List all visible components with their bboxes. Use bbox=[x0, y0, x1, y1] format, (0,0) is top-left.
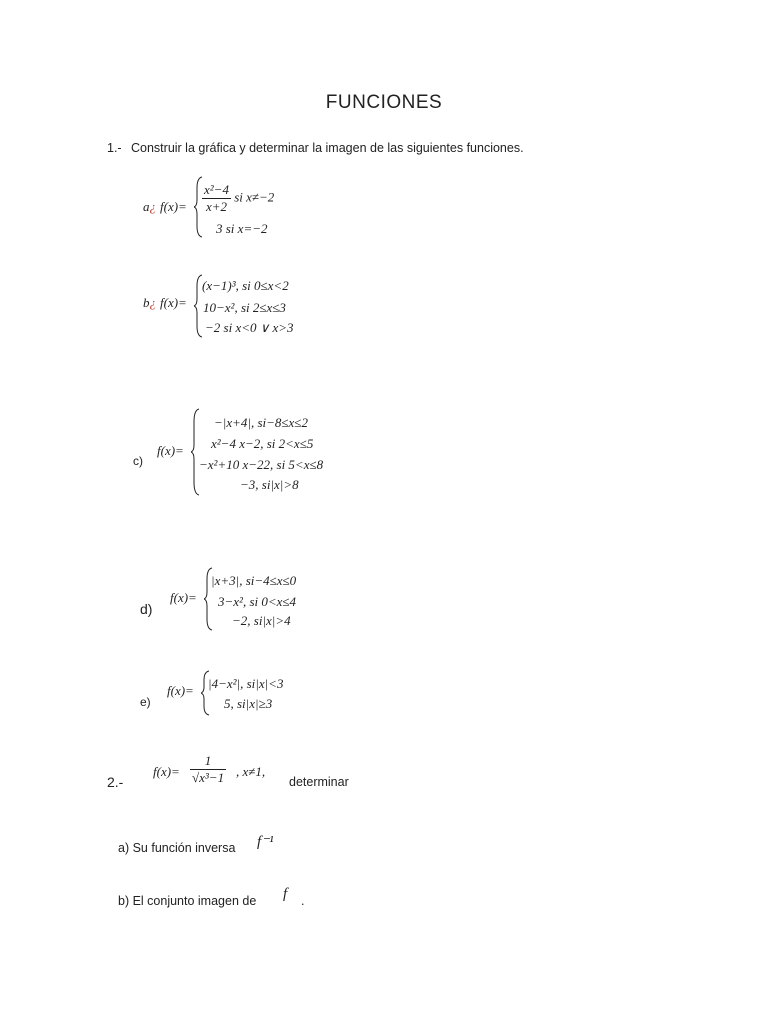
item-b-letter: b bbox=[143, 295, 150, 310]
item-c-case1: −|x+4|, si−8≤x≤2 bbox=[214, 415, 308, 430]
item-a-numerator: x²−4 bbox=[204, 182, 229, 197]
item-a-letter: a bbox=[143, 199, 150, 214]
item-b-prefix bbox=[143, 295, 156, 311]
question-2-b-math: f bbox=[283, 886, 288, 902]
question-2-denominator: √x³−1 bbox=[192, 770, 225, 785]
item-e-label: e) bbox=[140, 695, 151, 709]
item-e-lhs: f(x)= bbox=[167, 683, 194, 698]
item-a-lhs: f(x)= bbox=[160, 199, 187, 214]
item-a-case2: 3 si x=−2 bbox=[216, 221, 268, 236]
question-2-determinar: determinar bbox=[289, 775, 349, 789]
question-2-numerator: 1 bbox=[190, 753, 226, 770]
item-c-lhs: f(x)= bbox=[157, 443, 184, 458]
item-c-case4: −3, si|x|>8 bbox=[240, 477, 299, 492]
question-2-a-math: f⁻¹ bbox=[257, 834, 274, 850]
question-2-b-text: b) El conjunto imagen de bbox=[118, 894, 257, 908]
question-1-text: Construir la gráfica y determinar la imagen de las siguientes funciones. bbox=[131, 141, 524, 155]
item-d-label: d) bbox=[140, 601, 153, 617]
item-a-case1 bbox=[202, 182, 274, 215]
item-a-denominator: x+2 bbox=[205, 199, 227, 214]
question-2-fraction bbox=[190, 753, 226, 786]
item-a-prefix bbox=[143, 199, 156, 215]
question-2-number: 2.- bbox=[107, 774, 124, 790]
item-d-lhs: f(x)= bbox=[170, 590, 197, 605]
item-d-case2: 3−x², si 0<x≤4 bbox=[218, 594, 297, 609]
item-c-case2: x²−4 x−2, si 2<x≤5 bbox=[211, 436, 314, 451]
item-e-case2: 5, si|x|≥3 bbox=[224, 696, 273, 711]
item-b-case2: 10−x², si 2≤x≤3 bbox=[203, 300, 286, 315]
item-b-lhs: f(x)= bbox=[160, 295, 187, 310]
question-1-number: 1.- bbox=[107, 141, 122, 155]
item-d-case3: −2, si|x|>4 bbox=[232, 613, 291, 628]
item-c-brace bbox=[191, 408, 201, 496]
page-title: FUNCIONES bbox=[325, 92, 443, 113]
question-2-a-text: a) Su función inversa bbox=[118, 841, 236, 855]
item-e-case1: |4−x²|, si|x|<3 bbox=[208, 676, 284, 691]
question-2-b-period: . bbox=[301, 894, 305, 908]
item-b-glyph: ¿ bbox=[149, 295, 156, 310]
item-a-fraction bbox=[202, 182, 231, 215]
item-b-case1: (x−1)³, si 0≤x<2 bbox=[202, 278, 289, 293]
question-2-lhs: f(x)= bbox=[153, 764, 180, 779]
question-2-condition: , x≠1, bbox=[236, 764, 266, 779]
item-a-glyph: ¿ bbox=[149, 199, 156, 214]
item-a-case1-cond: si x≠−2 bbox=[234, 189, 275, 205]
item-b-case3: −2 si x<0 ∨ x>3 bbox=[205, 320, 294, 335]
item-c-case3: −x²+10 x−22, si 5<x≤8 bbox=[199, 457, 324, 472]
question-2-frac bbox=[190, 753, 226, 786]
item-d-case1: |x+3|, si−4≤x≤0 bbox=[211, 573, 297, 588]
item-c-label: c) bbox=[133, 454, 143, 468]
